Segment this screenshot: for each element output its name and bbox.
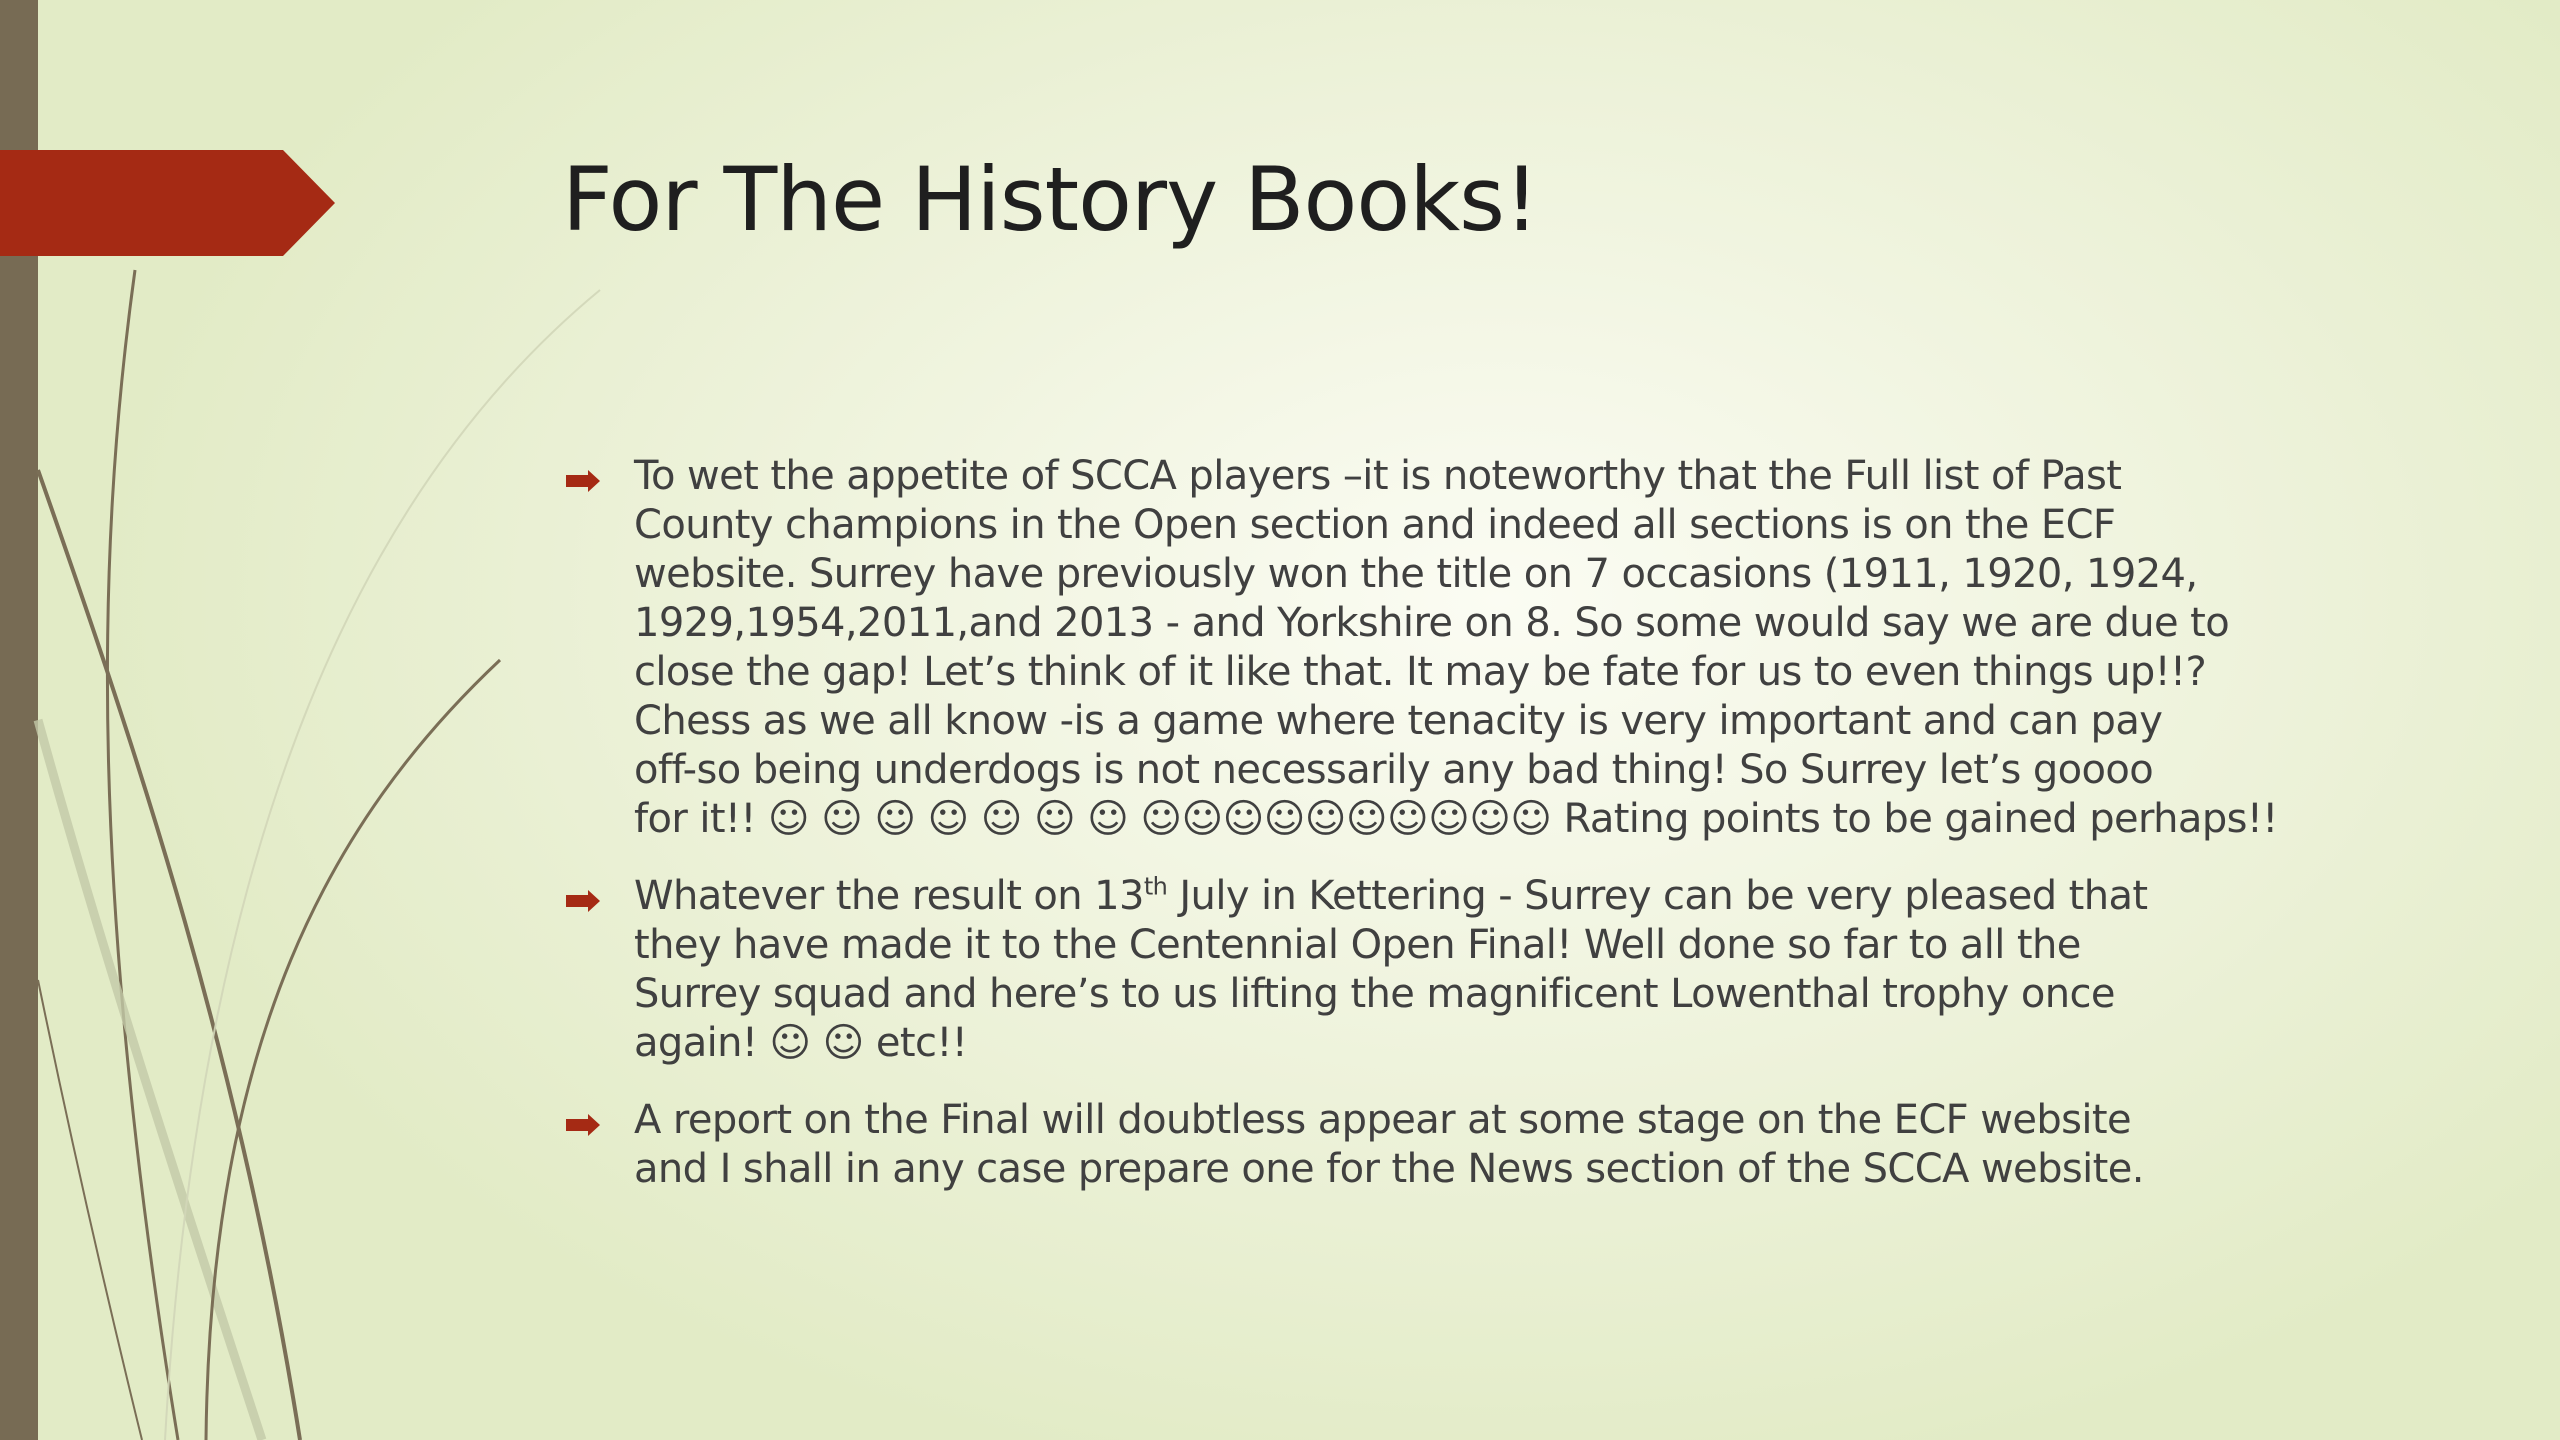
bullet-list [562,452,2392,1222]
bullet-item-1 [562,452,2392,844]
arrow-bullet-icon [566,890,600,912]
slide-title: For The History Books! [562,148,1539,251]
title-arrow-shape [0,150,335,256]
bullet-text-part: Whatever the result on 13 [634,873,1144,919]
ordinal-superscript: th [1143,872,1168,901]
bullet-text: A report on the Final will doubtless appear at some stage on the ECF website and I shall in any case prepare one for the News section of the SCCA website. [634,1097,2144,1192]
bullet-item-3 [562,1096,2392,1194]
bullet-text-part: July in Kettering - Surrey can be very pleased that they have made it to the Centennial Open Final! Well done so far to all the Surrey squad and here’s to us lifting the magnificent Lowenthal trophy once again! ☺ ☺ etc!! [634,873,2148,1066]
bullet-text: To wet the appetite of SCCA players –it is noteworthy that the Full list of Past County champions in the Open section and indeed all sections is on the ECF website. Surrey have previously won the title on 7 occasions (1911, 1920, 1924, 1929,1954,2011,and 2013 - and Yorkshire on 8. So some would say we are due to close the gap! Let’s think of it like that. It may be fate for us to even things up!!? Chess as we all know -is a game where tenacity is very important and can pay off-so being underdogs is not necessarily any bad thing! So Surrey let’s goooo for it!! ☺ ☺ ☺ ☺ ☺ ☺ ☺ ☺☺☺☺☺☺☺☺☺☺ Rating points to be gained perhaps!! [634,453,2278,842]
bullet-item-2 [562,872,2392,1068]
arrow-bullet-icon [566,470,600,492]
bullet-text [634,872,2392,1068]
arrow-bullet-icon [566,1114,600,1136]
